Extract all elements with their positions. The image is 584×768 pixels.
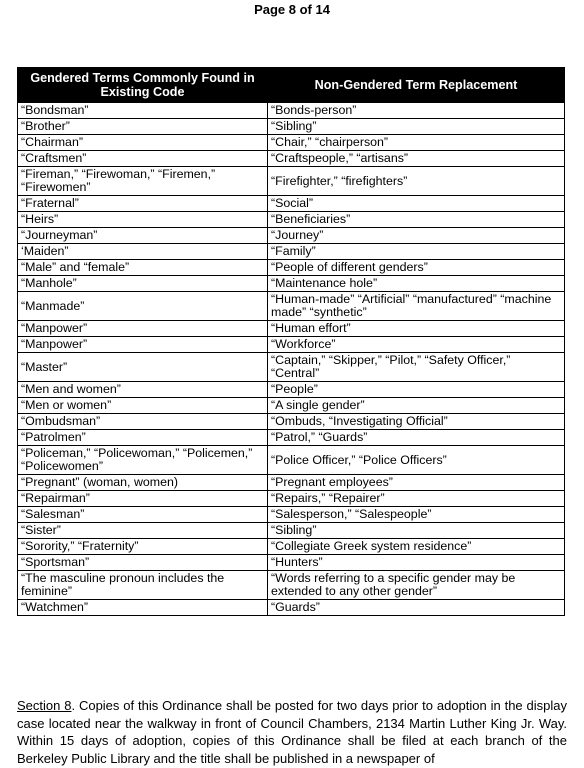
replacement-term-cell: “Human effort” <box>268 321 565 337</box>
replacement-term-cell: “Chair,” “chairperson” <box>268 135 565 151</box>
table-row <box>18 600 565 616</box>
gendered-term-cell: “Manmade” <box>18 292 268 321</box>
table-row <box>18 539 565 555</box>
table-row <box>18 167 565 196</box>
table-row <box>18 491 565 507</box>
replacement-term-cell: “Captain,” “Skipper,” “Pilot,” “Safety Officer,” “Central” <box>268 353 565 382</box>
header-replacement-terms: Non-Gendered Term Replacement <box>268 68 565 103</box>
replacement-term-cell: “Guards” <box>268 600 565 616</box>
section-8-paragraph <box>17 697 567 767</box>
replacement-term-cell: “Maintenance hole” <box>268 276 565 292</box>
table-body <box>18 103 565 616</box>
table-row <box>18 196 565 212</box>
replacement-term-cell: “Journey” <box>268 228 565 244</box>
replacement-term-cell: “Police Officer,” “Police Officers” <box>268 446 565 475</box>
table-row <box>18 430 565 446</box>
gendered-term-cell: “Men or women” <box>18 398 268 414</box>
table-row <box>18 119 565 135</box>
replacement-term-cell: “Repairs,” “Repairer” <box>268 491 565 507</box>
gendered-term-cell: “Pregnant” (woman, women) <box>18 475 268 491</box>
replacement-term-cell: “People of different genders” <box>268 260 565 276</box>
table-row <box>18 212 565 228</box>
replacement-term-cell: “A single gender” <box>268 398 565 414</box>
gendered-term-cell: “Brother” <box>18 119 268 135</box>
replacement-term-cell: “Patrol,” “Guards” <box>268 430 565 446</box>
table-row <box>18 103 565 119</box>
table-header-row <box>18 68 565 103</box>
gendered-term-cell: “Sorority,” “Fraternity” <box>18 539 268 555</box>
replacement-term-cell: “People” <box>268 382 565 398</box>
table-row <box>18 571 565 600</box>
gendered-term-cell: “Manpower” <box>18 321 268 337</box>
table-row <box>18 292 565 321</box>
table-row <box>18 555 565 571</box>
gendered-term-cell: “Watchmen” <box>18 600 268 616</box>
table-row <box>18 475 565 491</box>
gendered-term-cell: “Ombudsman” <box>18 414 268 430</box>
table-row <box>18 151 565 167</box>
section-label: Section 8 <box>17 698 72 713</box>
gendered-term-cell: “The masculine pronoun includes the feminine” <box>18 571 268 600</box>
table-row <box>18 244 565 260</box>
table-row <box>18 276 565 292</box>
table-row <box>18 414 565 430</box>
replacement-term-cell: “Hunters” <box>268 555 565 571</box>
gendered-term-cell: “Craftsmen” <box>18 151 268 167</box>
replacement-term-cell: “Craftspeople,” “artisans” <box>268 151 565 167</box>
replacement-term-cell: “Family” <box>268 244 565 260</box>
page-number: Page 8 of 14 <box>254 2 330 17</box>
gendered-term-cell: “Salesman” <box>18 507 268 523</box>
table-row <box>18 228 565 244</box>
table-row <box>18 353 565 382</box>
gendered-term-cell: “Patrolmen” <box>18 430 268 446</box>
gendered-term-cell: “Journeyman” <box>18 228 268 244</box>
gendered-term-cell: “Male” and “female” <box>18 260 268 276</box>
replacement-term-cell: “Collegiate Greek system residence” <box>268 539 565 555</box>
table-row <box>18 446 565 475</box>
replacement-term-cell: “Words referring to a specific gender may be extended to any other gender” <box>268 571 565 600</box>
table-row <box>18 382 565 398</box>
terms-table <box>17 67 565 616</box>
table-row <box>18 321 565 337</box>
gendered-term-cell: “Policeman,” “Policewoman,” “Policemen,” “Policewomen” <box>18 446 268 475</box>
table-row <box>18 135 565 151</box>
gendered-term-cell: “Men and women” <box>18 382 268 398</box>
replacement-term-cell: “Pregnant employees” <box>268 475 565 491</box>
gendered-term-cell: “Manhole” <box>18 276 268 292</box>
gendered-term-cell: “Repairman” <box>18 491 268 507</box>
gendered-term-cell: “Heirs” <box>18 212 268 228</box>
gendered-term-cell: “Sportsman” <box>18 555 268 571</box>
table-row <box>18 260 565 276</box>
gendered-term-cell: “Manpower” <box>18 337 268 353</box>
replacement-term-cell: “Ombuds, “Investigating Official” <box>268 414 565 430</box>
table-row <box>18 507 565 523</box>
table-row <box>18 398 565 414</box>
gendered-term-cell: “Sister” <box>18 523 268 539</box>
gendered-term-cell: “Fraternal” <box>18 196 268 212</box>
gendered-term-cell: “Fireman,” “Firewoman,” “Firemen,” “Firewomen” <box>18 167 268 196</box>
gendered-term-cell: “Chairman” <box>18 135 268 151</box>
gendered-term-cell: “Bondsman” <box>18 103 268 119</box>
table-row <box>18 523 565 539</box>
replacement-term-cell: “Firefighter,” “firefighters” <box>268 167 565 196</box>
section-text: . Copies of this Ordinance shall be posted for two days prior to adoption in the display case located near the walkway in front of Council Chambers, 2134 Martin Luther King Jr. Way. Within 15 days of adoption, copies of this Ordinance shall be filed at each branch of the Berkeley Public Library and the title shall be published in a newspaper of <box>17 698 567 766</box>
replacement-term-cell: “Human-made” “Artificial” “manufactured” “machine made” “synthetic” <box>268 292 565 321</box>
gendered-term-cell: ‘Maiden” <box>18 244 268 260</box>
replacement-term-cell: “Beneficiaries” <box>268 212 565 228</box>
gendered-term-cell: “Master” <box>18 353 268 382</box>
replacement-term-cell: “Bonds-person” <box>268 103 565 119</box>
replacement-term-cell: “Social” <box>268 196 565 212</box>
table-row <box>18 337 565 353</box>
header-gendered-terms: Gendered Terms Commonly Found in Existing Code <box>18 68 268 103</box>
replacement-term-cell: “Salesperson,” “Salespeople” <box>268 507 565 523</box>
replacement-term-cell: “Sibling” <box>268 523 565 539</box>
replacement-term-cell: “Sibling” <box>268 119 565 135</box>
replacement-term-cell: “Workforce” <box>268 337 565 353</box>
